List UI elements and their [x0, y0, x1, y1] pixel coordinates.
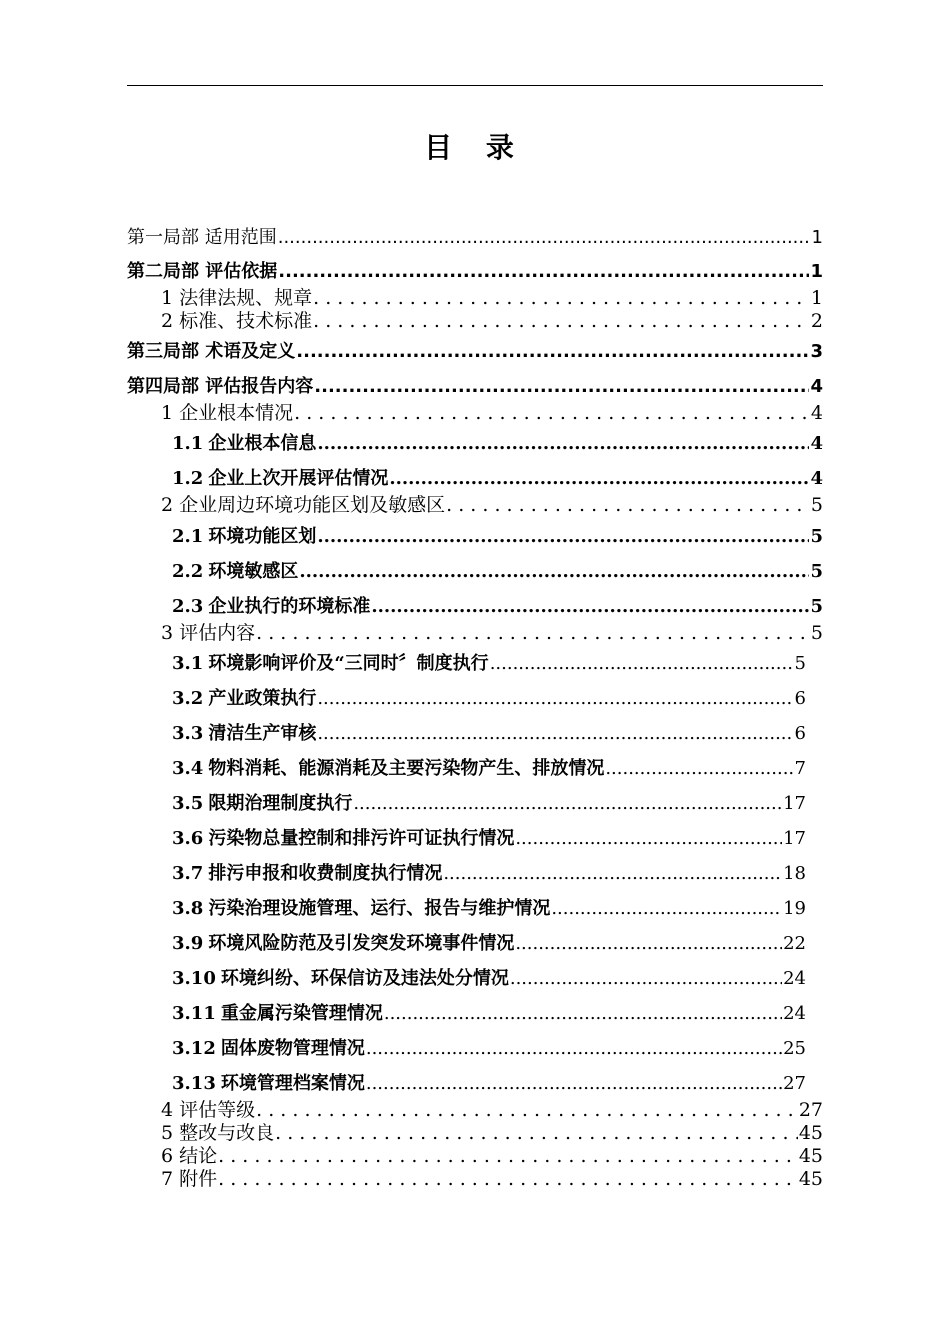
toc-leader: [515, 932, 782, 956]
toc-entry[interactable]: [172, 467, 823, 491]
toc-entry-number: 3.9: [172, 933, 204, 954]
toc-entry-number: 3.13: [172, 1073, 216, 1094]
toc-entry[interactable]: [172, 652, 806, 676]
toc-entry[interactable]: [172, 967, 806, 991]
toc-entry-label: 污染物总量控制和排污许可证执行情况: [208, 828, 515, 849]
toc-entry[interactable]: [127, 375, 823, 399]
toc-entry-number: 3.4: [172, 758, 204, 779]
toc-entry-page: 4: [810, 402, 823, 424]
toc-leader: [218, 1144, 798, 1168]
toc-entry-page: 24: [783, 968, 806, 989]
toc-entry-label: 环境敏感区: [208, 561, 299, 582]
toc-entry-number: 1.2: [172, 468, 204, 489]
toc-entry-label: 4 评估等级: [161, 1099, 256, 1121]
toc-entry-number: 3.6: [172, 828, 204, 849]
toc-entry-label: 第一局部 适用范围: [127, 227, 277, 248]
toc-entry[interactable]: [172, 1072, 806, 1096]
toc-entry-label: 排污申报和收费制度执行情况: [208, 863, 443, 884]
toc-leader: [296, 340, 809, 364]
toc-entry-page: 27: [783, 1073, 806, 1094]
toc-leader: [384, 1002, 782, 1026]
toc-entry-page: 5: [810, 596, 823, 617]
toc-entry-label: 固体废物管理情况: [220, 1038, 365, 1059]
toc-entry-page: 24: [783, 1003, 806, 1024]
toc-leader: [256, 1098, 798, 1122]
toc-entry-label: 企业上次开展评估情况: [208, 468, 389, 489]
toc-leader: [278, 260, 809, 284]
toc-entry-page: 4: [810, 376, 823, 397]
toc-leader: [294, 401, 810, 425]
toc-entry-label: 第四局部 评估报告内容: [127, 376, 314, 397]
toc-leader: [605, 757, 793, 781]
toc-entry-number: 3.2: [172, 688, 204, 709]
toc-entry-label: 2 标准、技术标准: [161, 310, 313, 332]
toc-entry[interactable]: [172, 687, 806, 711]
toc-entry-label: 1 法律法规、规章: [161, 287, 313, 309]
toc-entry-label: 环境管理档案情况: [220, 1073, 365, 1094]
toc-entry-page: 5: [810, 622, 823, 644]
toc-leader: [371, 595, 809, 619]
toc-entry-label: 污染治理设施管理、运行、报告与维护情况: [208, 898, 551, 919]
toc-entry[interactable]: [161, 401, 823, 425]
toc-entry-page: 19: [783, 898, 806, 919]
toc-leader: [313, 309, 810, 333]
toc-leader: [446, 493, 810, 517]
toc-leader: [218, 1167, 798, 1191]
toc-entry-label: 第三局部 术语及定义: [127, 341, 296, 362]
toc-entry[interactable]: [161, 1167, 823, 1191]
toc-entry[interactable]: [172, 897, 806, 921]
toc-entry[interactable]: [161, 1144, 823, 1168]
toc-entry-number: 2.3: [172, 596, 204, 617]
toc-leader: [299, 560, 809, 584]
toc-entry[interactable]: [172, 560, 823, 584]
toc-entry[interactable]: [127, 260, 823, 284]
toc-entry[interactable]: [172, 432, 823, 456]
toc-leader: [490, 652, 794, 676]
toc-entry-number: 2.2: [172, 561, 204, 582]
toc-entry[interactable]: [127, 226, 823, 250]
toc-entry-label: 2 企业周边环境功能区划及敏感区: [161, 494, 446, 516]
toc-entry[interactable]: [172, 722, 806, 746]
toc-entry-page: 45: [798, 1168, 823, 1190]
toc-entry[interactable]: [161, 309, 823, 333]
toc-entry[interactable]: [161, 493, 823, 517]
toc-entry-page: 45: [798, 1145, 823, 1167]
toc-entry-page: 4: [810, 468, 823, 489]
toc-entry-label: 限期治理制度执行: [208, 793, 353, 814]
toc-leader: [256, 621, 810, 645]
toc-entry-page: 6: [794, 688, 806, 709]
toc-entry-page: 3: [810, 341, 823, 362]
toc-entry[interactable]: [172, 792, 806, 816]
toc-entry[interactable]: [172, 932, 806, 956]
toc-leader: [314, 375, 809, 399]
toc-entry-page: 25: [783, 1038, 806, 1059]
toc-entry[interactable]: [172, 862, 806, 886]
toc-entry[interactable]: [172, 827, 806, 851]
toc-entry-label: 产业政策执行: [208, 688, 317, 709]
toc-entry-number: 3.12: [172, 1038, 216, 1059]
toc-entry-page: 6: [794, 723, 806, 744]
toc-leader: [313, 286, 810, 310]
toc-entry-label: 1 企业根本情况: [161, 402, 294, 424]
toc-leader: [443, 862, 782, 886]
toc-entry-page: 17: [783, 793, 806, 814]
toc-entry-number: 1.1: [172, 433, 204, 454]
toc-entry[interactable]: [172, 757, 806, 781]
toc-entry-label: 5 整改与改良: [161, 1122, 275, 1144]
toc-leader: [366, 1037, 782, 1061]
toc-entry-label: 7 附件: [161, 1168, 218, 1190]
toc-entry-page: 18: [783, 863, 806, 884]
toc-entry[interactable]: [161, 1098, 823, 1122]
toc-entry-label: 环境风险防范及引发突发环境事件情况: [208, 933, 515, 954]
toc-entry-page: 17: [783, 828, 806, 849]
toc-entry-number: 3.1: [172, 653, 204, 674]
toc-entry-page: 22: [783, 933, 806, 954]
toc-entry-page: 5: [810, 561, 823, 582]
toc-leader: [551, 897, 782, 921]
toc-leader: [317, 687, 793, 711]
toc-entry-label: 第二局部 评估依据: [127, 261, 278, 282]
toc-leader: [515, 827, 782, 851]
toc-entry-page: 5: [810, 494, 823, 516]
toc-entry-label: 清洁生产审核: [208, 723, 317, 744]
toc-entry[interactable]: [172, 595, 823, 619]
toc-entry-number: 3.3: [172, 723, 204, 744]
toc-entry-label: 物料消耗、能源消耗及主要污染物产生、排放情况: [208, 758, 605, 779]
toc-entry-number: 3.10: [172, 968, 216, 989]
toc-leader: [317, 525, 809, 549]
toc-entry-page: 1: [810, 261, 823, 282]
toc-entry-label: 3 评估内容: [161, 622, 256, 644]
toc-leader: [317, 722, 793, 746]
toc-entry[interactable]: [172, 1037, 806, 1061]
toc-entry-page: 2: [810, 310, 823, 332]
toc-entry-number: 2.1: [172, 526, 204, 547]
toc-entry-page: 1: [810, 287, 823, 309]
page-title: 目 录: [424, 131, 526, 164]
toc-entry-page: 5: [794, 653, 806, 674]
toc-entry-page: 1: [811, 227, 823, 248]
toc-entry[interactable]: [161, 621, 823, 645]
toc-entry-page: 7: [794, 758, 806, 779]
toc-entry-label: 环境影响评价及“三同时〞制度执行: [208, 653, 489, 674]
toc-leader: [317, 432, 809, 456]
toc-entry-page: 5: [810, 526, 823, 547]
toc-entry-label: 环境功能区划: [208, 526, 317, 547]
toc-leader: [275, 1121, 798, 1145]
toc-leader: [389, 467, 809, 491]
toc-leader: [510, 967, 782, 991]
toc-leader: [353, 792, 782, 816]
toc-entry-label: 企业执行的环境标准: [208, 596, 371, 617]
toc-entry[interactable]: [161, 1121, 823, 1145]
toc-entry-label: 环境纠纷、环保信访及违法处分情况: [220, 968, 509, 989]
toc-entry-number: 3.7: [172, 863, 204, 884]
toc-entry-label: 企业根本信息: [208, 433, 317, 454]
toc-entry-page: 4: [810, 433, 823, 454]
toc-entry-page: 27: [798, 1099, 823, 1121]
toc-entry-label: 重金属污染管理情况: [220, 1003, 383, 1024]
toc-entry-page: 45: [798, 1122, 823, 1144]
toc-entry-number: 3.5: [172, 793, 204, 814]
toc-entry[interactable]: [172, 525, 823, 549]
toc-leader: [366, 1072, 782, 1096]
toc-entry[interactable]: [172, 1002, 806, 1026]
toc-leader: [278, 226, 811, 250]
toc-entry-label: 6 结论: [161, 1145, 218, 1167]
toc-entry[interactable]: [127, 340, 823, 364]
toc-entry-number: 3.8: [172, 898, 204, 919]
toc-entry-number: 3.11: [172, 1003, 216, 1024]
toc-entry[interactable]: [161, 286, 823, 310]
